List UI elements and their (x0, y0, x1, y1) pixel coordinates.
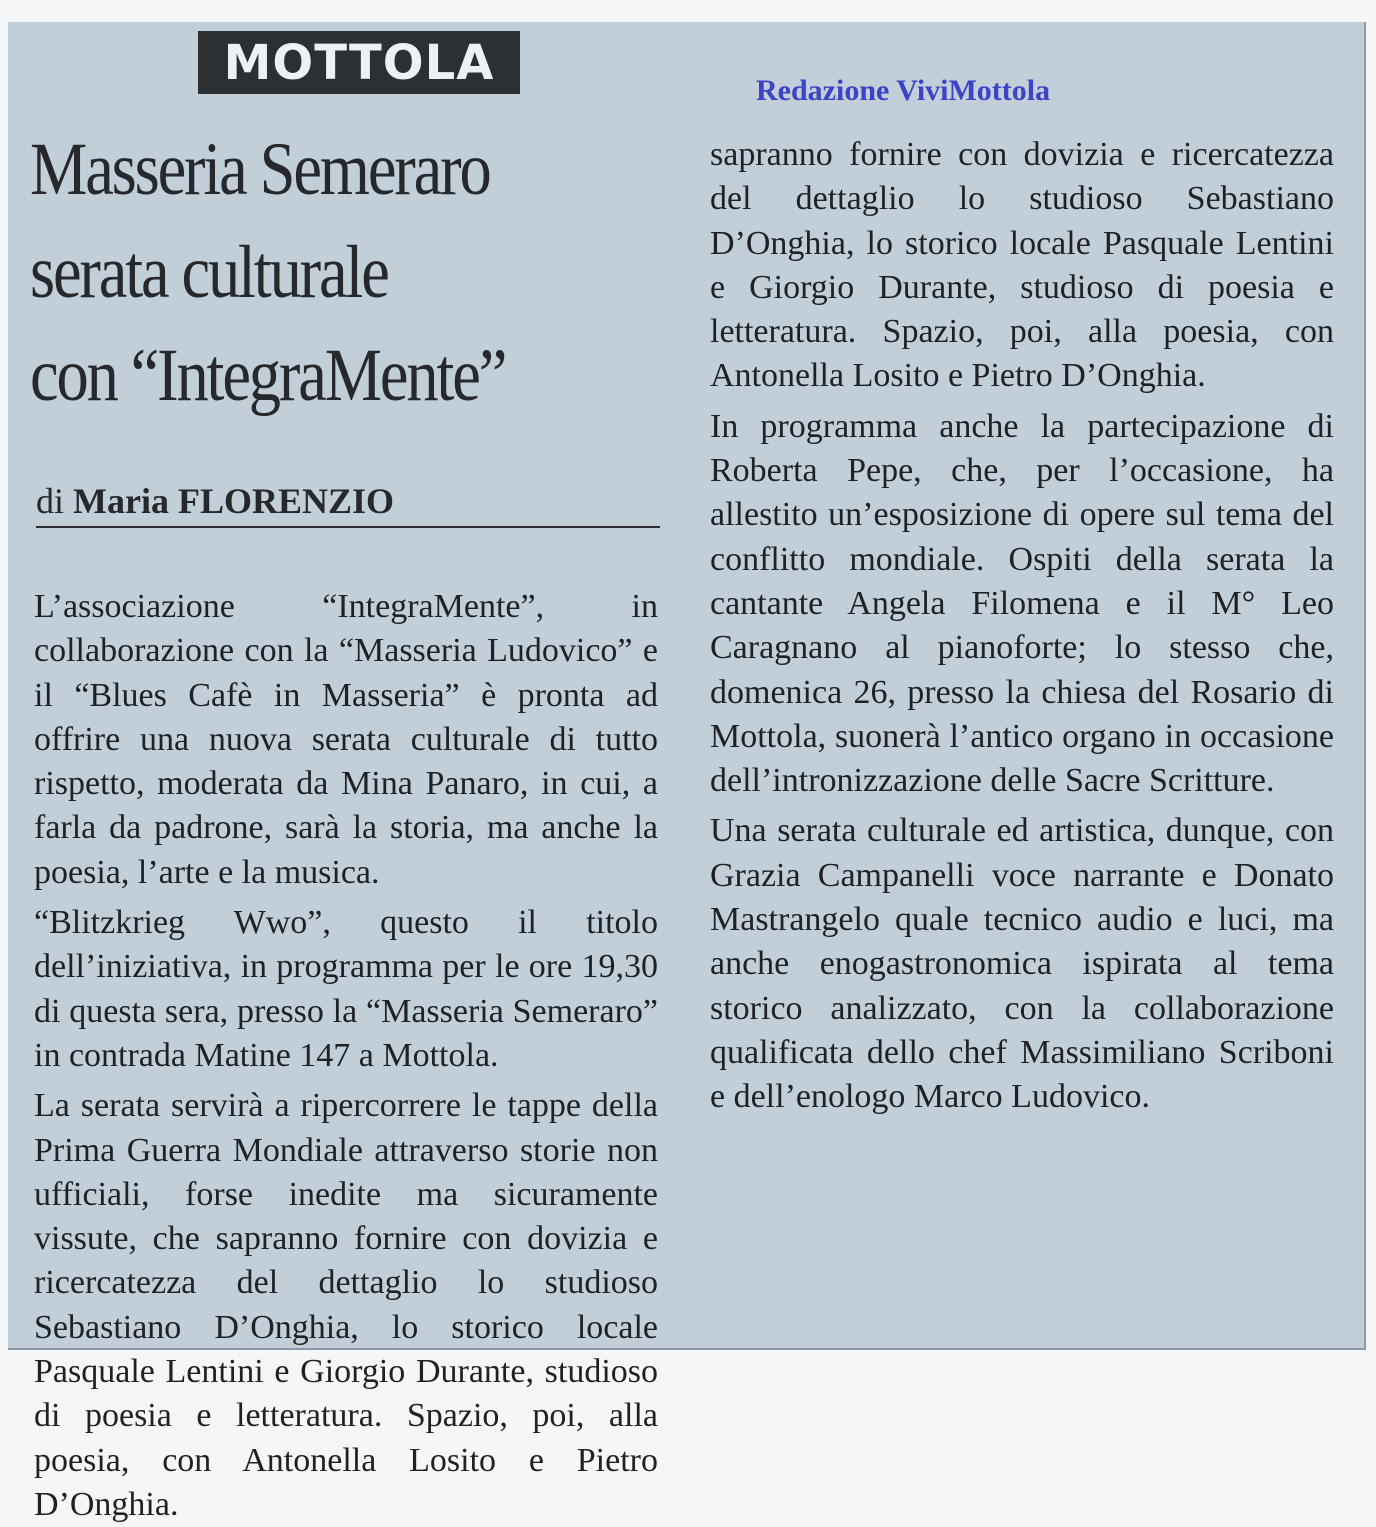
paragraph-event: “Blitzkrieg Wwo”, questo il titolo dell’iniziativa, in programma per le ore 19,30 di questa sera, presso la “Masseria Semeraro” in contrada Matine 147 a Mottola. (34, 904, 658, 1074)
headline-line-3: con “IntegraMente” (30, 334, 506, 417)
paragraph-intro: L’associazione “IntegraMente”, in collaborazione con la “Masseria Ludovico” e il “Blues Cafè in Masseria” è pronta ad offrire una nuova serata culturale di tutto rispetto, moderata da Mina Panaro, in cui, a farla da padrone, sarà la storia, ma anche la poesia, l’arte e la musica. (34, 588, 658, 891)
article-column-right (710, 133, 1334, 1120)
byline-rule (36, 526, 660, 528)
byline (36, 480, 394, 522)
byline-prefix: di (36, 481, 65, 521)
paragraph-guests: In programma anche la partecipazione di Roberta Pepe, che, per l’occasione, ha allestito un’esposizione di opere sul tema del conflitto mondiale. Ospiti della serata la cantante Angela Filomena e il M° Leo Caragnano al pianoforte; lo stesso che, domenica 26, presso la chiesa del Rosario di Mottola, suonerà l’antico organo in occasione dell’intronizzazione delle Sacre Scritture. (710, 407, 1334, 800)
paragraph-closing: Una serata culturale ed artistica, dunque, con Grazia Campanelli voce narrante e Donato Mastrangelo quale tecnico audio e luci, ma anche enogastronomica ispirata al tema storico analizzato, con la collaborazione qualificata dello chef Massimiliano Scriboni e dell’enologo Marco Ludovico. (710, 812, 1334, 1116)
section-label: MOTTOLA (198, 31, 520, 94)
paragraph-program: La serata servirà a ripercorrere le tappe della Prima Guerra Mondiale attraverso storie non ufficiali, forse inedite ma sicuramente vissute, che sapranno fornire con dovizia e ricercatezza del dettaglio lo studioso Sebastiano D’Onghia, lo storico locale Pasquale Lentini e Giorgio Durante, studioso di poesia e letteratura. Spazio, poi, alla poesia, con Antonella Losito e Pietro D’Onghia. (34, 1087, 658, 1523)
paragraph-program-continued (710, 133, 1334, 399)
byline-author: Maria FLORENZIO (73, 481, 395, 521)
headline-line-1: Masseria Semeraro (30, 128, 490, 211)
article-column-left (34, 585, 658, 1523)
paragraph-program-rest: sapranno fornire con dovizia e ricercatezza del dettaglio lo studioso Sebastiano D’Onghia, lo storico locale Pasquale Lentini e Giorgio Durante, studioso di poesia e letteratura. Spazio, poi, alla poesia, con Antonella Losito e Pietro D’Onghia. (710, 136, 1334, 395)
headline (30, 118, 589, 427)
watermark-text: Redazione ViviMottola (756, 74, 1051, 107)
headline-line-2: serata culturale (30, 231, 388, 314)
